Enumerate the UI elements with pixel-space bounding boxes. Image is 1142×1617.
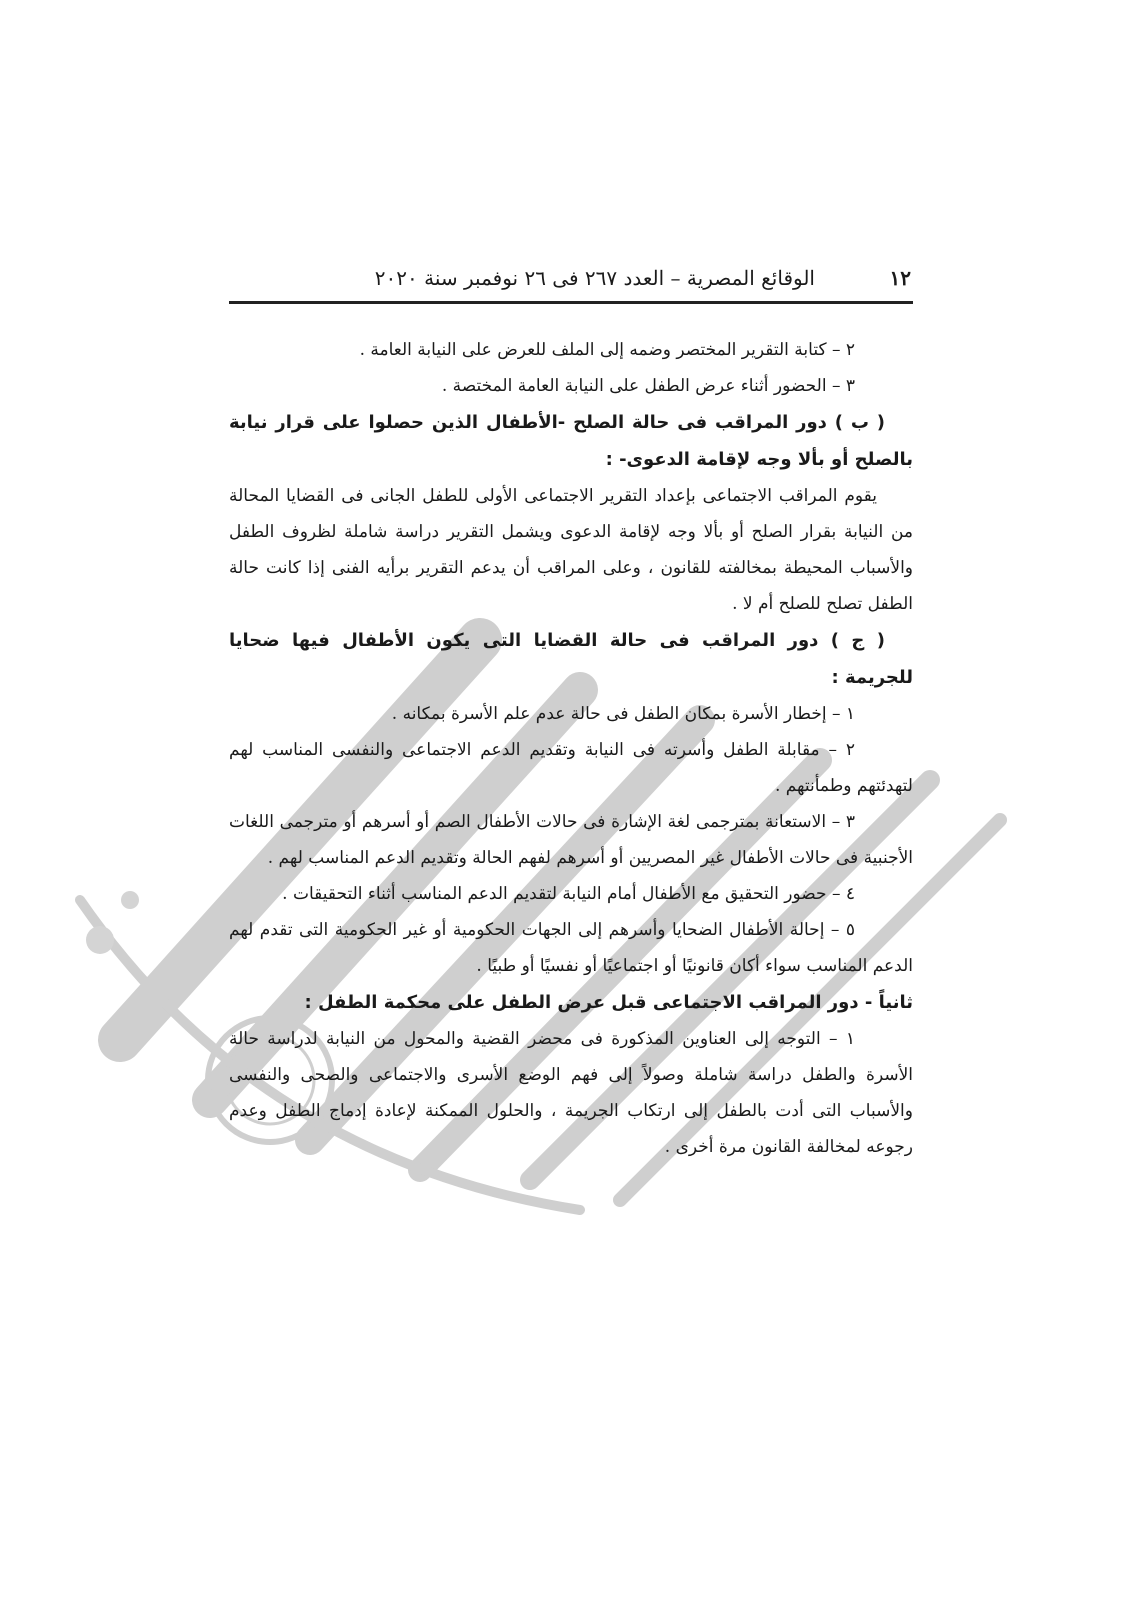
- list-item: ١ – التوجه إلى العناوين المذكورة فى محضر القضية والمحول من النيابة لدراسة حالة الأسرة والطفل دراسة شاملة وصولاً إلى فهم الوضع الأسرى والاجتماعى والصحى والنفسى والأسباب التى أدت بالطفل إلى ارتكاب الجريمة ، والحلول الممكنة لإعادة إدماج الطفل وعدم رجوعه لمخالفة القانون مرة أخرى .: [229, 1029, 913, 1157]
- gazette-title: الوقائع المصرية – العدد ٢٦٧ فى ٢٦ نوفمبر سنة ٢٠٢٠: [374, 266, 815, 290]
- list-item: ٣ – الاستعانة بمترجمى لغة الإشارة فى حالات الأطفال الصم أو أسرهم أو مترجمى اللغات الأجنبية فى حالات الأطفال غير المصريين أو أسرهم لفهم الحالة وتقديم الدعم المناسب لهم .: [229, 812, 913, 868]
- page-header: [229, 262, 913, 298]
- header-divider: [229, 301, 913, 304]
- page-number: ١٢: [889, 266, 911, 290]
- paragraph: يقوم المراقب الاجتماعى بإعداد التقرير الاجتماعى الأولى للطفل الجانى فى القضايا المحالة من النيابة بقرار الصلح أو بألا وجه لإقامة الدعوى ويشمل التقرير دراسة شاملة لظروف الطفل والأسباب المحيطة بمخالفته للقانون ، وعلى المراقب أن يدعم التقرير برأيه الفنى إذا كانت حالة الطفل تصلح للصلح أم لا .: [229, 486, 913, 614]
- document-body: [229, 332, 913, 1165]
- section-heading: ثانياً - دور المراقب الاجتماعى قبل عرض الطفل على محكمة الطفل :: [304, 992, 913, 1013]
- list-item: ١ – إخطار الأسرة بمكان الطفل فى حالة عدم علم الأسرة بمكانه .: [391, 704, 855, 724]
- section-heading: ( ب ) دور المراقب فى حالة الصلح -الأطفال الذين حصلوا على قرار نيابة بالصلح أو بألا وجه لإقامة الدعوى- :: [229, 412, 913, 470]
- list-item: ٤ – حضور التحقيق مع الأطفال أمام النيابة لتقديم الدعم المناسب أثناء التحقيقات .: [282, 884, 855, 904]
- list-item: ٢ – كتابة التقرير المختصر وضمه إلى الملف للعرض على النيابة العامة .: [359, 340, 855, 360]
- list-item: ٥ – إحالة الأطفال الضحايا وأسرهم إلى الجهات الحكومية أو غير الحكومية التى تقدم لهم الدعم المناسب سواء أكان قانونيًا أو اجتماعيًا أو نفسيًا أو طبيًا .: [229, 920, 913, 976]
- list-item: ٣ – الحضور أثناء عرض الطفل على النيابة العامة المختصة .: [441, 376, 855, 396]
- section-heading: ( ج ) دور المراقب فى حالة القضايا التى يكون الأطفال فيها ضحايا للجريمة :: [229, 630, 913, 688]
- list-item: ٢ – مقابلة الطفل وأسرته فى النيابة وتقديم الدعم الاجتماعى والنفسى المناسب لهم لتهدئتهم وطمأنتهم .: [229, 740, 913, 796]
